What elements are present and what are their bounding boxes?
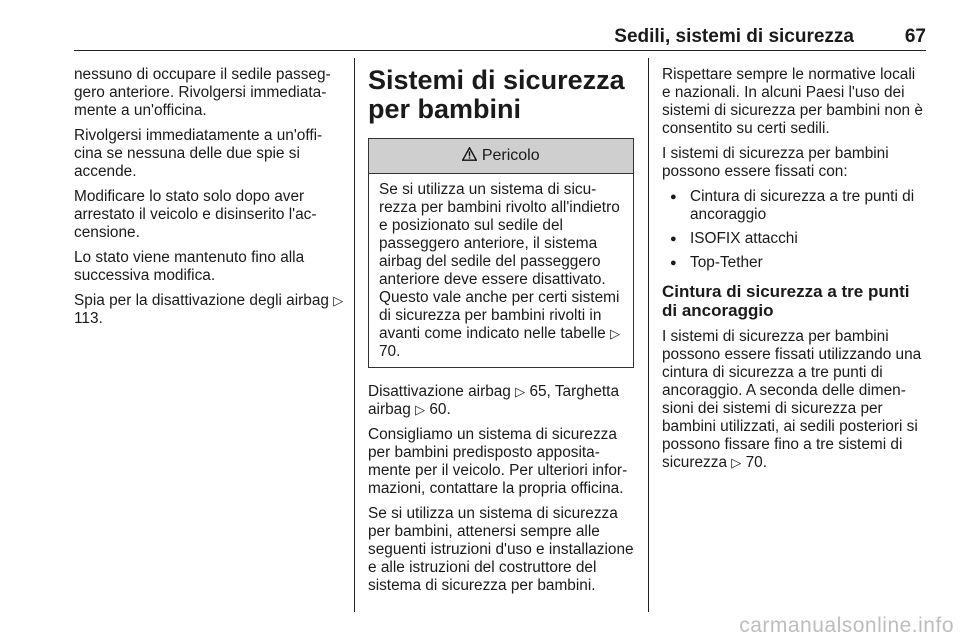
column-middle — [368, 66, 634, 602]
watermark: carmanualsonline.info — [739, 614, 954, 637]
list-item: ● ISOFIX attacchi — [662, 230, 928, 248]
page-ref-link[interactable]: 60. — [429, 401, 451, 418]
paragraph: nessuno di occupare il sedile passeggero anteriore. Rivolgersi immediatamente a un'officina. — [74, 66, 331, 119]
column-right — [662, 66, 928, 479]
warning-triangle-icon — [462, 147, 477, 161]
list-item: ● Cintura di sicurezza a tre punti di ancoraggio — [662, 188, 928, 224]
paragraph: Lo stato viene mantenuto fino alla successiva modifica. — [74, 249, 305, 284]
page-ref-link[interactable]: 113. — [74, 310, 103, 327]
paragraph — [368, 383, 634, 419]
subsection-heading: Cintura di sicurezza a tre punti di ancoraggio — [662, 282, 910, 320]
page-ref-arrow-icon: ▷ — [731, 455, 742, 470]
list-item: ● Top-Tether — [662, 254, 928, 272]
warning-header — [369, 139, 633, 174]
paragraph-text: Disattivazione airbag — [368, 383, 511, 400]
page-ref-arrow-icon: ▷ — [515, 384, 526, 399]
warning-box — [368, 138, 634, 368]
warning-body — [369, 174, 633, 367]
paragraph: I sistemi di sicurezza per bambini possono essere fissati con: — [662, 145, 889, 180]
paragraph-text: I sistemi di sicurezza per bambini possono essere fissati utilizzando una cintura di sicurezza a tre punti di ancoraggio. A seconda delle dimensioni dei sistemi di sicurezza per bambini utilizzati, ai sedili posteriori si possono fissare fino a tre sistemi di sicurezza — [662, 328, 922, 471]
page-ref-arrow-icon: ▷ — [415, 402, 426, 417]
page-ref-link[interactable]: 70. — [745, 454, 767, 471]
paragraph — [74, 292, 344, 328]
page-ref-link[interactable]: 65, Targhetta airbag — [368, 383, 619, 418]
paragraph: Consigliamo un sistema di sicurezza per bambini predisposto appositamente per il veicolo. Per ulteriori informazioni, contattare la propria officina. — [368, 426, 628, 497]
column-divider — [648, 58, 649, 612]
section-heading: Sistemi di sicurezza per bambini — [368, 65, 625, 124]
bullet-list — [662, 188, 928, 272]
page-ref-link[interactable]: 70. — [379, 343, 401, 360]
paragraph: Rivolgersi immediatamente a un'officina se nessuna delle due spie si accende. — [74, 127, 323, 180]
warning-title: Pericolo — [481, 147, 540, 164]
paragraph: Rispettare sempre le normative locali e nazionali. In alcuni Paesi l'uso dei sistemi di sicurezza per bambini non è consentito su certi sedili. — [662, 66, 923, 137]
paragraph-text: Spia per la disattivazione degli airbag — [74, 292, 329, 309]
page-ref-arrow-icon: ▷ — [610, 326, 621, 341]
paragraph: Modificare lo stato solo dopo aver arrestato il veicolo e disinserito l'accensione. — [74, 188, 317, 241]
section-title: Sedili, sistemi di sicurezza — [614, 26, 854, 47]
paragraph — [662, 328, 928, 472]
column-divider — [354, 58, 355, 612]
paragraph: Se si utilizza un sistema di sicurezza per bambini, attenersi sempre alle seguenti istruzioni d'uso e installazione e alle istruzioni del costruttore del sistema di sicurezza per bambini. — [368, 505, 634, 594]
page-number: 67 — [904, 26, 926, 47]
page-ref-arrow-icon: ▷ — [333, 293, 344, 308]
warning-text: Se si utilizza un sistema di sicurezza per bambini rivolto all'indietro e posizionato sul sedile del passeggero anteriore, il sistema airbag del sedile del passeggero anteriore deve essere disattivato. Questo vale anche per certi sistemi di sicurezza per bambini rivolti in avanti come indicato nelle tabelle — [379, 181, 620, 342]
column-left — [74, 66, 344, 335]
page-header — [74, 20, 926, 51]
